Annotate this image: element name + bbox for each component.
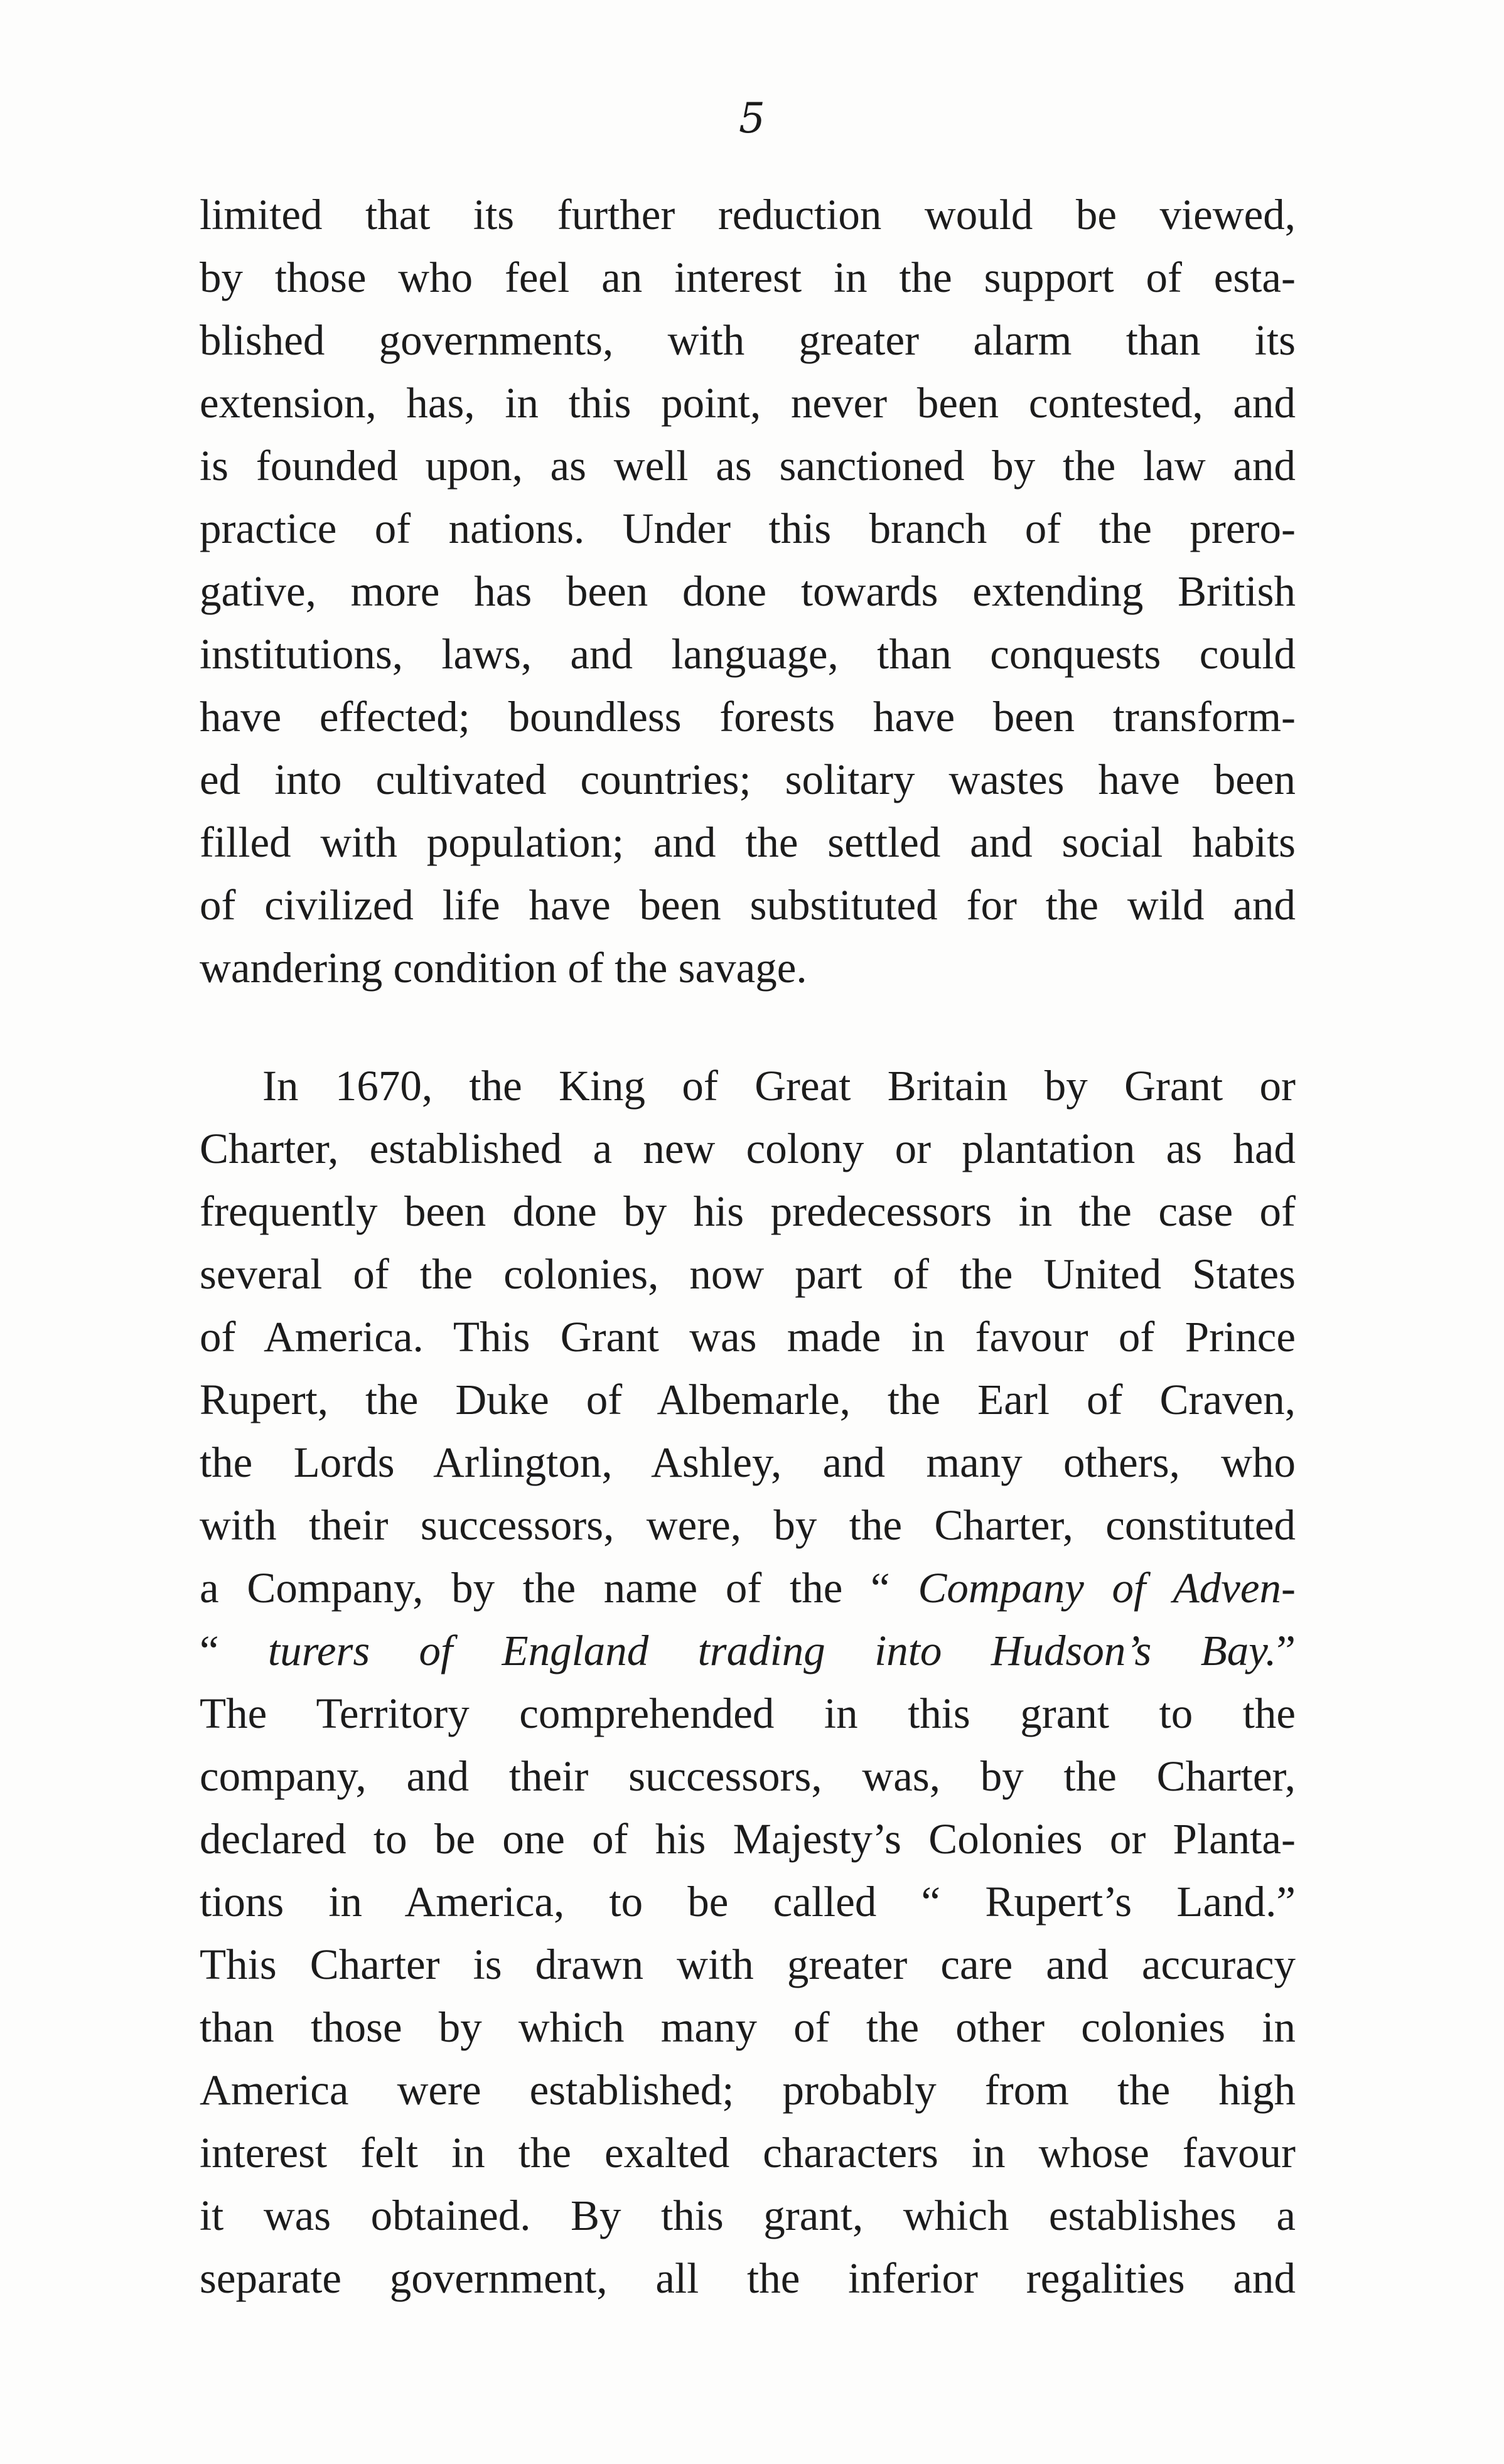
italic-company-name-cont: turers of England trading into Hudson’s Bay. [267, 1627, 1277, 1674]
text-line: This Charter is drawn with greater care and accuracy [200, 1941, 1296, 1988]
text-line: In 1670, the King of Great Britain by Grant or [262, 1062, 1296, 1110]
text-line: of America. This Grant was made in favour of Prince [200, 1313, 1296, 1361]
text-line: frequently been done by his predecessors in the case of [200, 1187, 1296, 1235]
text-line: several of the colonies, now part of the United States [200, 1250, 1296, 1298]
text-line: institutions, laws, and language, than conquests could [200, 630, 1296, 678]
text-line: limited that its further reduction would be viewed, [200, 191, 1296, 238]
text-line-italic [200, 1556, 1296, 1619]
text-line: practice of nations. Under this branch of the prero- [200, 505, 1296, 552]
text-line: ed into cultivated countries; solitary wastes have been [200, 756, 1296, 803]
text-line: blished governments, with greater alarm than its [200, 316, 1296, 364]
text-line: it was obtained. By this grant, which establishes a [200, 2192, 1296, 2239]
text-line: separate government, all the inferior regalities and [200, 2254, 1296, 2302]
text-line: company, and their successors, was, by the Charter, [200, 1752, 1296, 1800]
text-line: Charter, established a new colony or plantation as had [200, 1125, 1296, 1172]
text-run: “ [200, 1627, 268, 1674]
text-line: interest felt in the exalted characters in whose favour [200, 2129, 1296, 2177]
text-line: tions in America, to be called “ Rupert’s Land.” [200, 1878, 1296, 1926]
text-line: is founded upon, as well as sanctioned by the law and [200, 442, 1296, 490]
text-line: declared to be one of his Majesty’s Colonies or Planta- [200, 1815, 1296, 1863]
text-line: Rupert, the Duke of Albemarle, the Earl of Craven, [200, 1376, 1296, 1423]
text-line: have effected; boundless forests have been transform- [200, 693, 1296, 741]
text-line: extension, has, in this point, never been contested, and [200, 379, 1296, 427]
text-line-italic [200, 1619, 1296, 1682]
text-line: than those by which many of the other colonies in [200, 2003, 1296, 2051]
text-line: wandering condition of the savage. [200, 944, 807, 992]
text-line: the Lords Arlington, Ashley, and many others, who [200, 1438, 1296, 1486]
text-line: America were established; probably from the high [200, 2066, 1296, 2114]
italic-company-name: Company of Adven- [918, 1564, 1296, 1612]
text-run: ” [1276, 1627, 1296, 1674]
text-line: of civilized life have been substituted for the wild and [200, 881, 1296, 929]
text-line: by those who feel an interest in the support of esta- [200, 254, 1296, 301]
paragraph-1 [200, 183, 1296, 999]
text-line: gative, more has been done towards extending British [200, 567, 1296, 615]
text-line: with their successors, were, by the Charter, constituted [200, 1501, 1296, 1549]
paragraph-2 [200, 1054, 1296, 2310]
text-run: a Company, by the name of the “ [200, 1564, 918, 1612]
text-line: filled with population; and the settled and social habits [200, 818, 1296, 866]
page-number: 5 [739, 94, 765, 142]
text-line: The Territory comprehended in this grant to the [200, 1690, 1296, 1737]
